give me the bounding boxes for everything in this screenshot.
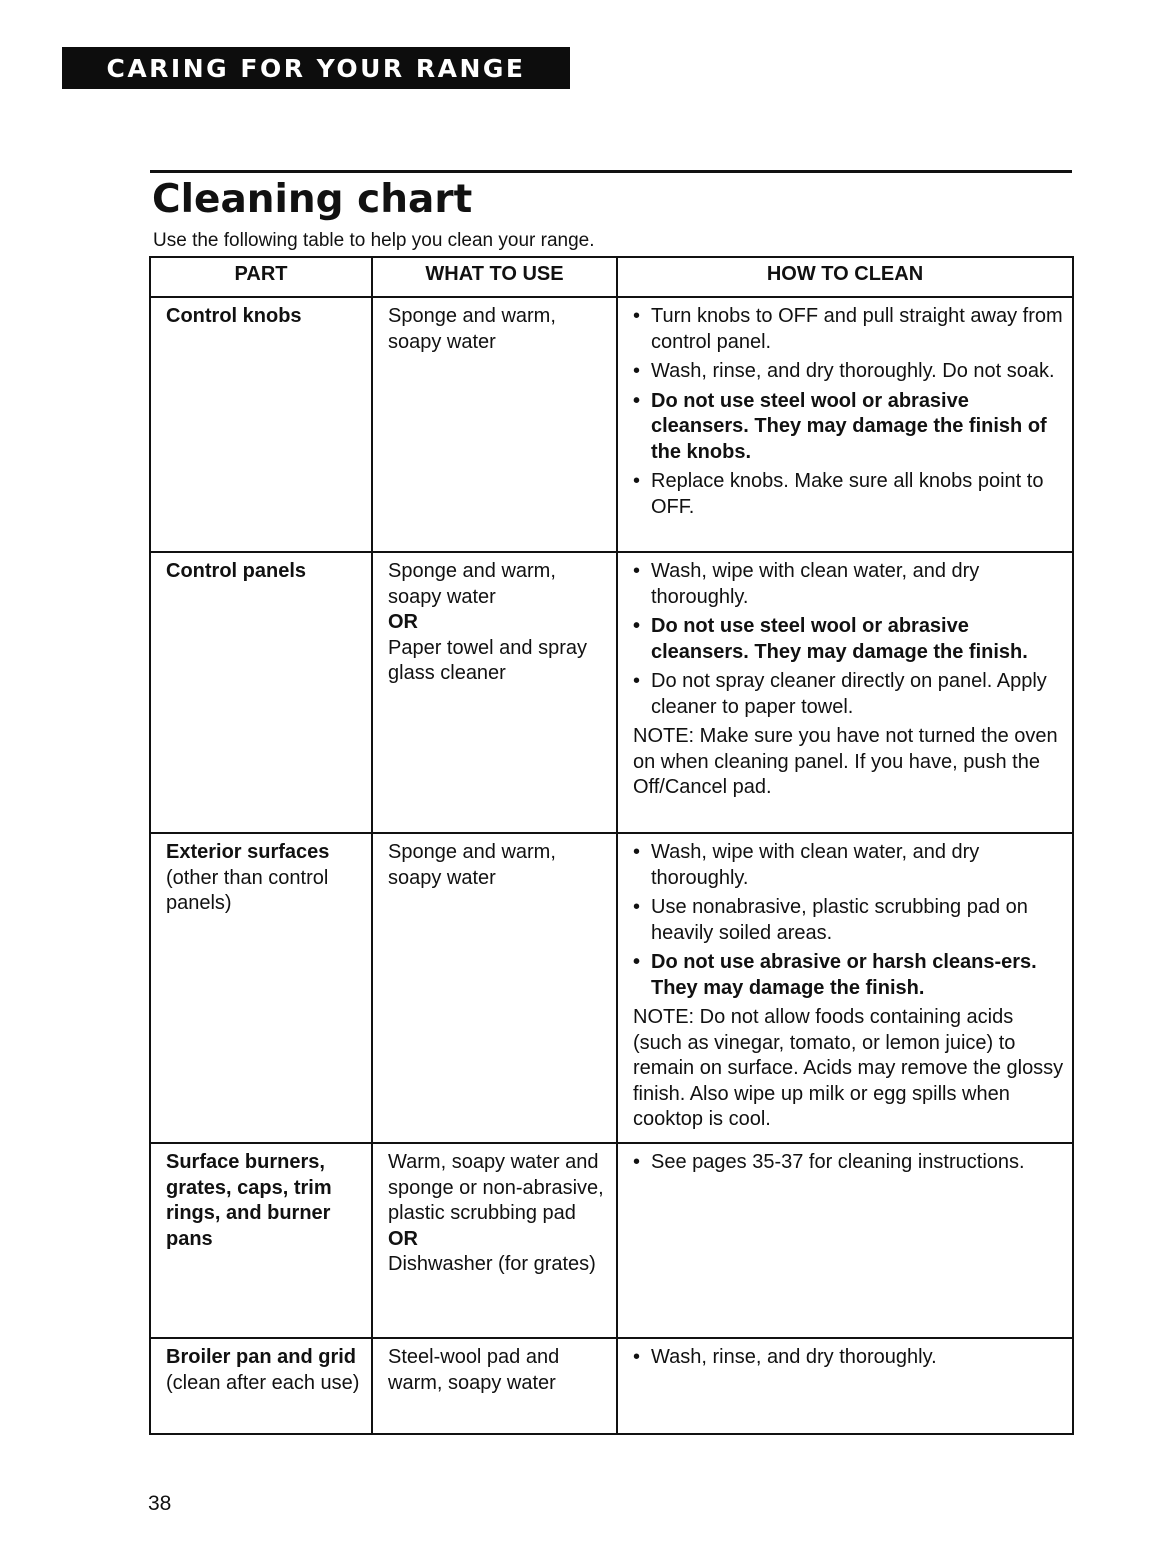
section-banner: CARING FOR YOUR RANGE xyxy=(62,47,570,89)
intro-text: Use the following table to help you clean your range. xyxy=(153,230,595,251)
title-rule xyxy=(150,170,1072,173)
table-row xyxy=(150,833,1073,1143)
use-cell xyxy=(372,1338,617,1434)
step-text: Turn knobs to OFF and pull straight away from control panel. xyxy=(651,305,1063,353)
part-note: (other than control panels) xyxy=(166,866,329,914)
table-row xyxy=(150,1338,1073,1434)
bullet-icon: • xyxy=(633,615,641,637)
part-name: Surface burners, grates, caps, trim rings, and burner pans xyxy=(166,1151,332,1250)
list-item xyxy=(633,840,1066,891)
list-item xyxy=(633,469,1066,520)
use-line: Steel-wool pad and warm, soapy water xyxy=(388,1346,560,1394)
step-text: Replace knobs. Make sure all knobs point to OFF. xyxy=(651,470,1044,518)
bullet-icon: • xyxy=(633,389,641,412)
part-cell xyxy=(150,833,372,1143)
clean-cell xyxy=(617,1143,1073,1338)
step-text: Use nonabrasive, plastic scrubbing pad on heavily soiled areas. xyxy=(651,896,1028,944)
clean-cell xyxy=(617,552,1073,833)
table-header-row xyxy=(150,257,1073,297)
use-line: Dishwasher (for grates) xyxy=(388,1253,596,1275)
bullet-icon: • xyxy=(633,1346,641,1368)
list-item-warning xyxy=(633,950,1066,1001)
use-line: Sponge and warm, soapy water xyxy=(388,560,556,608)
list-item-warning xyxy=(633,389,1066,466)
table-row xyxy=(150,552,1073,833)
list-item xyxy=(633,559,1066,610)
step-text: Wash, rinse, and dry thoroughly. Do not soak. xyxy=(651,360,1055,382)
column-header-what-to-use: WHAT TO USE xyxy=(372,257,617,297)
bullet-icon: • xyxy=(633,670,641,692)
use-line: Warm, soapy water and sponge or non-abrasive, plastic scrubbing pad xyxy=(388,1151,604,1224)
list-item xyxy=(633,359,1066,385)
part-cell xyxy=(150,1338,372,1434)
part-cell xyxy=(150,552,372,833)
use-line: Paper towel and spray glass cleaner xyxy=(388,636,588,684)
use-line: Sponge and warm, soapy water xyxy=(388,305,556,353)
use-or: OR xyxy=(388,1227,418,1250)
cleaning-table xyxy=(149,256,1074,1435)
table-row xyxy=(150,297,1073,552)
step-text: Wash, rinse, and dry thoroughly. xyxy=(651,1346,937,1368)
list-item xyxy=(633,1345,1066,1371)
step-text: Wash, wipe with clean water, and dry thoroughly. xyxy=(651,841,980,889)
clean-cell xyxy=(617,297,1073,552)
bullet-icon: • xyxy=(633,951,641,973)
warning-text: Do not use steel wool or abrasive cleansers. They may damage the finish of the knobs. xyxy=(651,389,1047,463)
page-number: 38 xyxy=(148,1492,172,1515)
bullet-icon: • xyxy=(633,841,641,863)
use-line: Sponge and warm, soapy water xyxy=(388,841,556,889)
warning-text: Do not use steel wool or abrasive cleansers. They may damage the finish. xyxy=(651,615,1028,663)
step-text: Do not spray cleaner directly on panel. Apply cleaner to paper towel. xyxy=(651,670,1047,718)
use-cell xyxy=(372,552,617,833)
use-cell xyxy=(372,1143,617,1338)
bullet-icon: • xyxy=(633,305,641,327)
list-item xyxy=(633,1150,1066,1176)
note-text: NOTE: Make sure you have not turned the oven on when cleaning panel. If you have, push the Off/Cancel pad. xyxy=(633,725,1058,798)
use-or: OR xyxy=(388,611,418,633)
bullet-icon: • xyxy=(633,560,641,582)
bullet-icon: • xyxy=(633,470,641,492)
part-name: Broiler pan and grid xyxy=(166,1346,357,1368)
list-item xyxy=(633,669,1066,720)
note-text: NOTE: Do not allow foods containing acids (such as vinegar, tomato, or lemon juice) to remain on surface. Acids may remove the glossy finish. Also wipe up milk or egg spills when cooktop is cool. xyxy=(633,1006,1064,1130)
part-name: Exterior surfaces xyxy=(166,841,330,863)
list-item-warning xyxy=(633,614,1066,665)
column-header-part: PART xyxy=(150,257,372,297)
step-text: See pages 35-37 for cleaning instructions. xyxy=(651,1151,1025,1173)
part-cell xyxy=(150,1143,372,1338)
use-cell xyxy=(372,297,617,552)
list-item xyxy=(633,304,1066,355)
clean-cell xyxy=(617,833,1073,1143)
warning-text: Do not use abrasive or harsh cleans-ers. They may damage the finish. xyxy=(651,951,1037,999)
part-name: Control panels xyxy=(166,560,307,582)
column-header-how-to-clean: HOW TO CLEAN xyxy=(617,257,1073,297)
part-name: Control knobs xyxy=(166,305,302,327)
bullet-icon: • xyxy=(633,1151,641,1173)
page-title: Cleaning chart xyxy=(152,177,473,222)
bullet-icon: • xyxy=(633,896,641,918)
part-note: (clean after each use) xyxy=(166,1371,360,1394)
bullet-icon: • xyxy=(633,360,641,382)
clean-cell xyxy=(617,1338,1073,1434)
part-cell xyxy=(150,297,372,552)
table-row xyxy=(150,1143,1073,1338)
list-item xyxy=(633,895,1066,946)
use-cell xyxy=(372,833,617,1143)
step-text: Wash, wipe with clean water, and dry thoroughly. xyxy=(651,560,980,608)
